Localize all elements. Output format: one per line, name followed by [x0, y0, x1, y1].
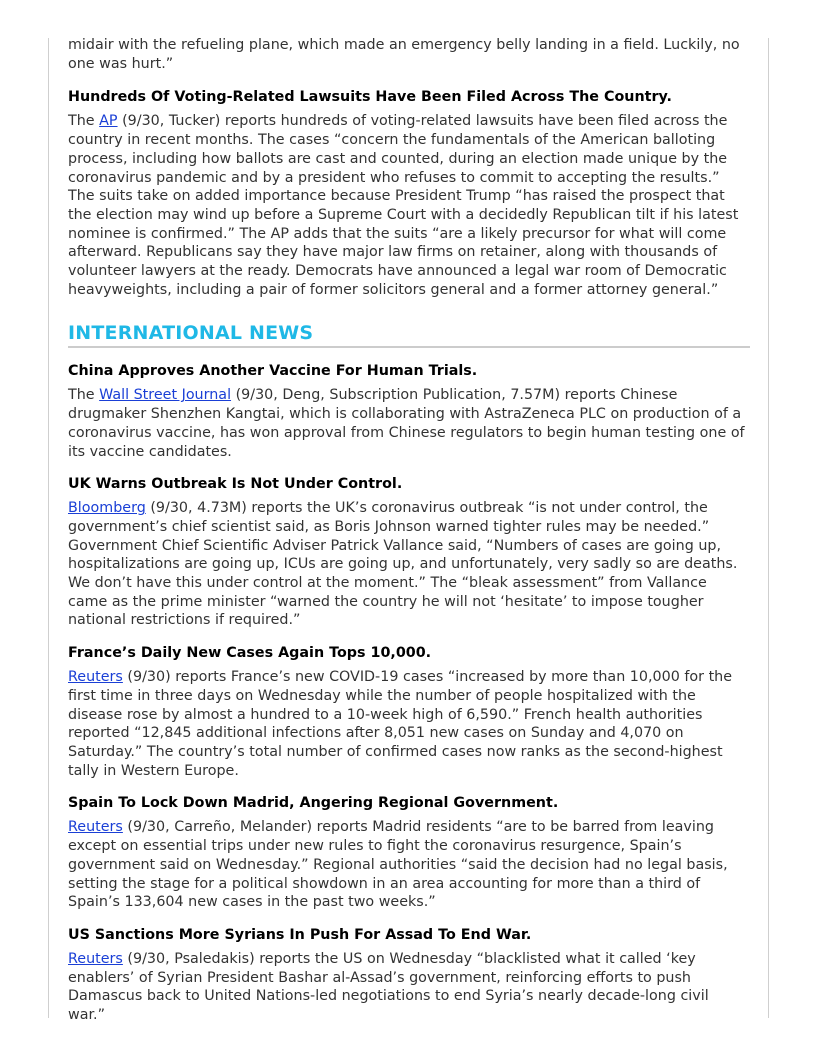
article-text: (9/30, Tucker) reports hundreds of voting-related lawsuits have been filed across the country in recent months. The cases “concern the fundamentals of the American balloting process, including how ballots are cast and counted, during an election made unique by the coronavirus pandemic and by a president who refuses to commit to accepting the results.” The suits take on added importance because President Trump “has raised the prospect that the election may wind up before a Supreme Court with a decidedly Republican tilt if his latest nominee is confirmed.” The AP adds that the suits “are a likely precursor for what will come afterward. Republicans say they have major law firms on retainer, along with thousands of volunteer lawyers at the ready. Democrats have announced a legal war room of Democratic heavyweights, including a pair of former solicitors general and a former attorney general.” — [68, 113, 739, 298]
article-china-vaccine — [68, 362, 750, 461]
source-link-reuters[interactable]: Reuters — [68, 819, 123, 836]
article-headline: France’s Daily New Cases Again Tops 10,000. — [68, 645, 432, 662]
article-france-cases — [68, 644, 750, 780]
article-body — [68, 112, 750, 299]
source-link-reuters[interactable]: Reuters — [68, 950, 123, 967]
article-prefix: The — [68, 387, 100, 404]
article-headline: Spain To Lock Down Madrid, Angering Regional Government. — [68, 795, 559, 812]
article-text: (9/30) reports France’s new COVID-19 cases “increased by more than 10,000 for the first time in three days on Wednesday while the number of people hospitalized with the disease rose by almost a hundred to a 10-week high of 6,590.” French health authorities reported “12,845 additional infections after 8,051 new cases on Sunday and 4,070 on Saturday.” The country’s total number of confirmed cases now ranks as the second-highest tally in Western Europe. — [68, 669, 733, 779]
article-text: (9/30, 4.73M) reports the UK’s coronavirus outbreak “is not under control, the government’s chief scientist said, as Boris Johnson warned tighter rules may be needed.” Government Chief Scientific Adviser Patrick Vallance said, “Numbers of cases are going up, hospitalizations are going up, ICUs are going up, and unfortunately, very sadly so are deaths. We don’t have this under control at the moment.” The “bleak assessment” from Vallance came as the prime minister “warned the country he will not ‘hesitate’ to impose tougher national restrictions if required.” — [68, 500, 738, 629]
section-title-international-news: INTERNATIONAL NEWS — [68, 321, 750, 348]
article-text: (9/30, Psaledakis) reports the US on Wednesday “blacklisted what it called ‘key enablers’ of Syrian President Bashar al-Assad’s government, reinforcing efforts to push Damascus back to United Nations-led negotiations to end Syria’s nearly decade-long civil war.” — [68, 950, 709, 1024]
source-link-wall-street-journal[interactable]: Wall Street Journal — [99, 387, 232, 404]
article-text: (9/30, Carreño, Melander) reports Madrid residents “are to be barred from leaving except on essential trips under new rules to fight the coronavirus resurgence, Spain’s government said on Wednesday.” Regional authorities “said the decision had no legal basis, setting the stage for a political showdown in an area accounting for more than a third of Spain’s 133,604 new cases in the past two weeks.” — [68, 819, 728, 911]
article-body — [68, 386, 750, 461]
article-prefix: The — [68, 113, 100, 130]
article-headline: Hundreds Of Voting-Related Lawsuits Have Been Filed Across The Country. — [68, 89, 672, 106]
article-voting-lawsuits — [68, 88, 750, 299]
source-link-bloomberg[interactable]: Bloomberg — [68, 500, 146, 517]
left-border-rule — [48, 38, 49, 1018]
article-us-syria-sanctions — [68, 926, 750, 1025]
article-body — [68, 818, 750, 912]
article-body — [68, 668, 750, 780]
article-uk-outbreak — [68, 475, 750, 630]
previous-article-tail: midair with the refueling plane, which made an emergency belly landing in a field. Luckily, no one was hurt.” — [68, 37, 740, 72]
article-headline: UK Warns Outbreak Is Not Under Control. — [68, 476, 403, 493]
source-link-ap[interactable]: AP — [99, 113, 118, 130]
article-body — [68, 950, 750, 1025]
article-headline: China Approves Another Vaccine For Human Trials. — [68, 363, 478, 380]
article-body — [68, 499, 750, 630]
newsletter-content — [68, 36, 750, 1039]
source-link-reuters[interactable]: Reuters — [68, 669, 123, 686]
article-text: (9/30, Deng, Subscription Publication, 7.57M) reports Chinese drugmaker Shenzhen Kangtai, which is collaborating with AstraZeneca PLC on production of a coronavirus vaccine, has won approval from Chinese regulators to begin human testing one of its vaccine candidates. — [68, 387, 745, 460]
article-spain-madrid — [68, 794, 750, 912]
article-headline: US Sanctions More Syrians In Push For Assad To End War. — [68, 926, 532, 943]
right-border-rule — [768, 38, 769, 1018]
